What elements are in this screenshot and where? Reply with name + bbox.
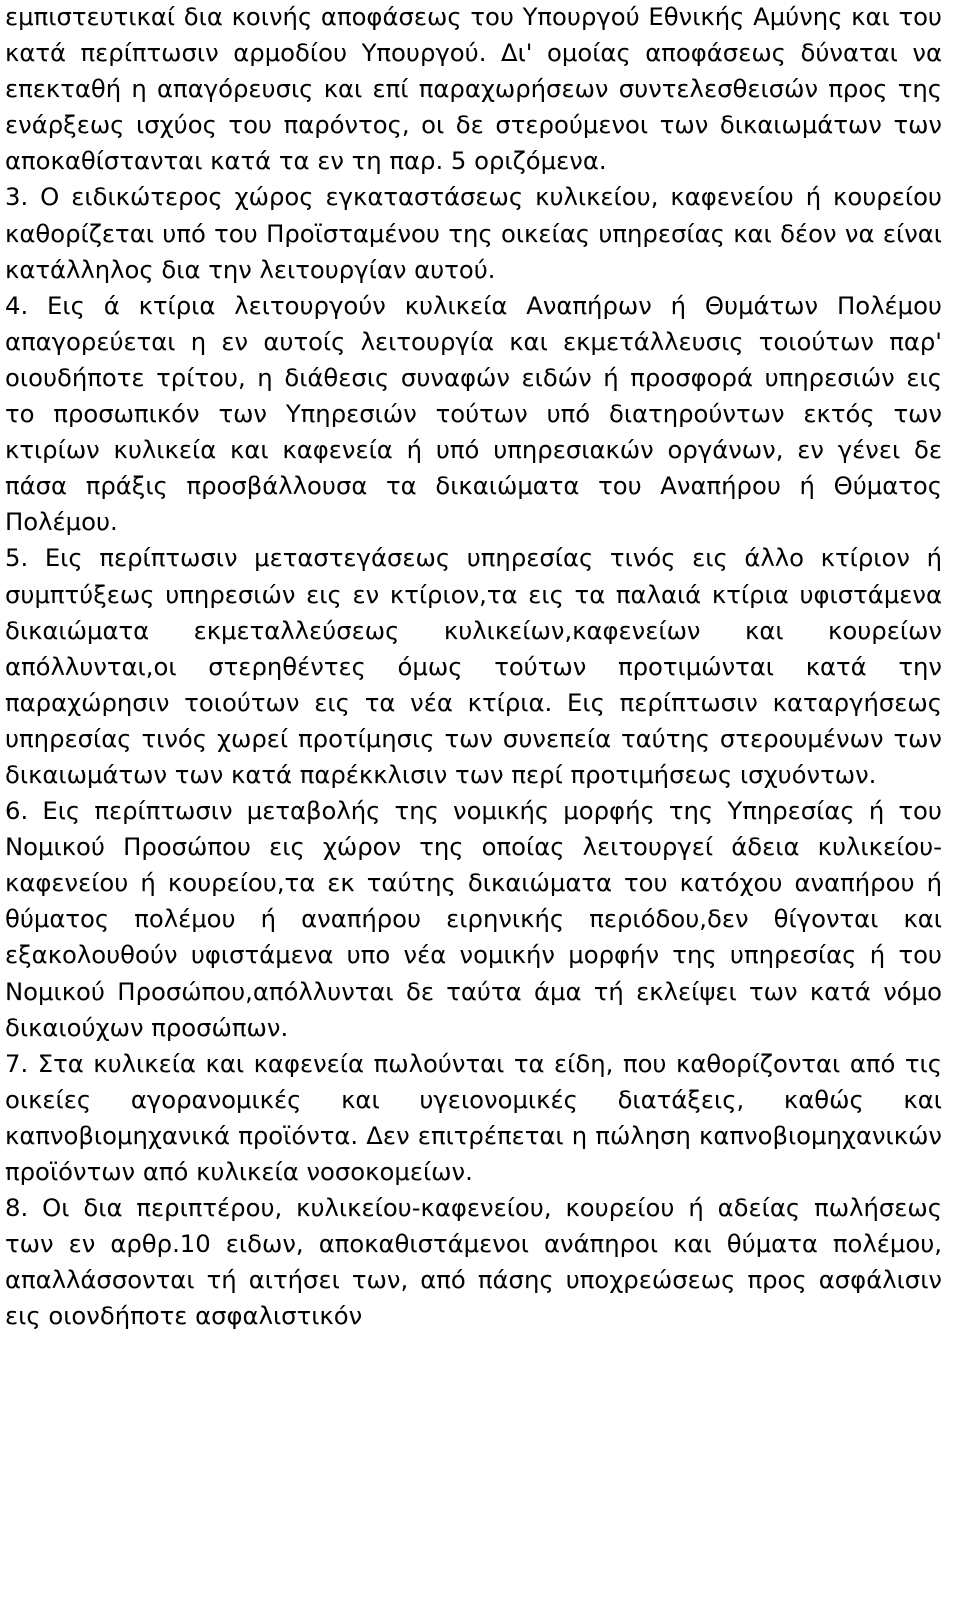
- paragraph-continuation: εμπιστευτικαί δια κοινής αποφάσεως του Υπουργού Εθνικής Αμύνης και του κατά περίπτωσιν αρμοδίου Υπουργού. Δι' ομοίας αποφάσεως δύναται να επεκταθή η απαγόρευσις και επί παραχωρήσεων συντελεσθεισών προς της ενάρξεως ισχύος του παρόντος, οι δε στερούμενοι των δικαιωμάτων των αποκαθίστανται κατά τα εν τη παρ. 5 οριζόμενα.: [5, 2, 942, 176]
- paragraph-3: 3. Ο ειδικώτερος χώρος εγκαταστάσεως κυλικείου, καφενείου ή κουρείου καθορίζεται υπό του Προϊσταμένου της οικείας υπηρεσίας και δέον να είναι κατάλληλος δια την λειτουργίαν αυτού.: [5, 182, 942, 284]
- document-page: [5, 0, 942, 1334]
- paragraph-7: 7. Στα κυλικεία και καφενεία πωλούνται τα είδη, που καθορίζονται από τις οικείες αγορανομικές και υγειονομικές διατάξεις, καθώς και καπνοβιομηχανικά προϊόντα. Δεν επιτρέπεται η πώληση καπνοβιομηχανικών προϊόντων από κυλικεία νοσοκομείων.: [5, 1048, 942, 1186]
- paragraph-4: 4. Εις ά κτίρια λειτουργούν κυλικεία Αναπήρων ή Θυμάτων Πολέμου απαγορεύεται η εν αυτοίς λειτουργία και εκμετάλλευσις τοιούτων παρ' οιουδήποτε τρίτου, η διάθεσις συναφών ειδών ή προσφορά υπηρεσιών εις το προσωπικόν των Υπηρεσιών τούτων υπό διατηρούντων εκτός των κτιρίων κυλικεία και καφενεία ή υπό υπηρεσιακών οργάνων, εν γένει δε πάσα πράξις προσβάλλουσα τα δικαιώματα του Αναπήρου ή Θύματος Πολέμου.: [5, 290, 942, 537]
- paragraph-6: 6. Εις περίπτωσιν μεταβολής της νομικής μορφής της Υπηρεσίας ή του Νομικού Προσώπου εις χώρον της οποίας λειτουργεί άδεια κυλικείου- καφενείου ή κουρείου,τα εκ ταύτης δικαιώματα του κατόχου αναπήρου ή θύματος πολέμου ή αναπήρου ειρηνικής περιόδου,δεν θίγονται και εξακολουθούν υφιστάμενα υπο νέα νομικήν μορφήν της υπηρεσίας ή του Νομικού Προσώπου,απόλλυνται δε ταύτα άμα τή εκλείψει των κατά νόμο δικαιούχων προσώπων.: [5, 796, 942, 1042]
- paragraph-8: 8. Οι δια περιπτέρου, κυλικείου-καφενείου, κουρείου ή αδείας πωλήσεως των εν αρθρ.10 ειδων, αποκαθιστάμενοι ανάπηροι και θύματα πολέμου, απαλλάσσονται τή αιτήσει των, από πάσης υποχρεώσεως προς ασφάλισιν εις οιονδήποτε ασφαλιστικόν: [5, 1193, 942, 1331]
- paragraph-5: 5. Εις περίπτωσιν μεταστεγάσεως υπηρεσίας τινός εις άλλο κτίριον ή συμπτύξεως υπηρεσιών εις εν κτίριον,τα εις τα παλαιά κτίρια υφιστάμενα δικαιώματα εκμεταλλεύσεως κυλικείων,καφενείων και κουρείων απόλλυνται,οι στερηθέντες όμως τούτων προτιμώνται κατά την παραχώρησιν τοιούτων εις τα νέα κτίρια. Εις περίπτωσιν καταργήσεως υπηρεσίας τινός χωρεί προτίμησις των συνεπεία ταύτης στερουμένων των δικαιωμάτων των κατά παρέκκλισιν των περί προτιμήσεως ισχυόντων.: [5, 543, 942, 789]
